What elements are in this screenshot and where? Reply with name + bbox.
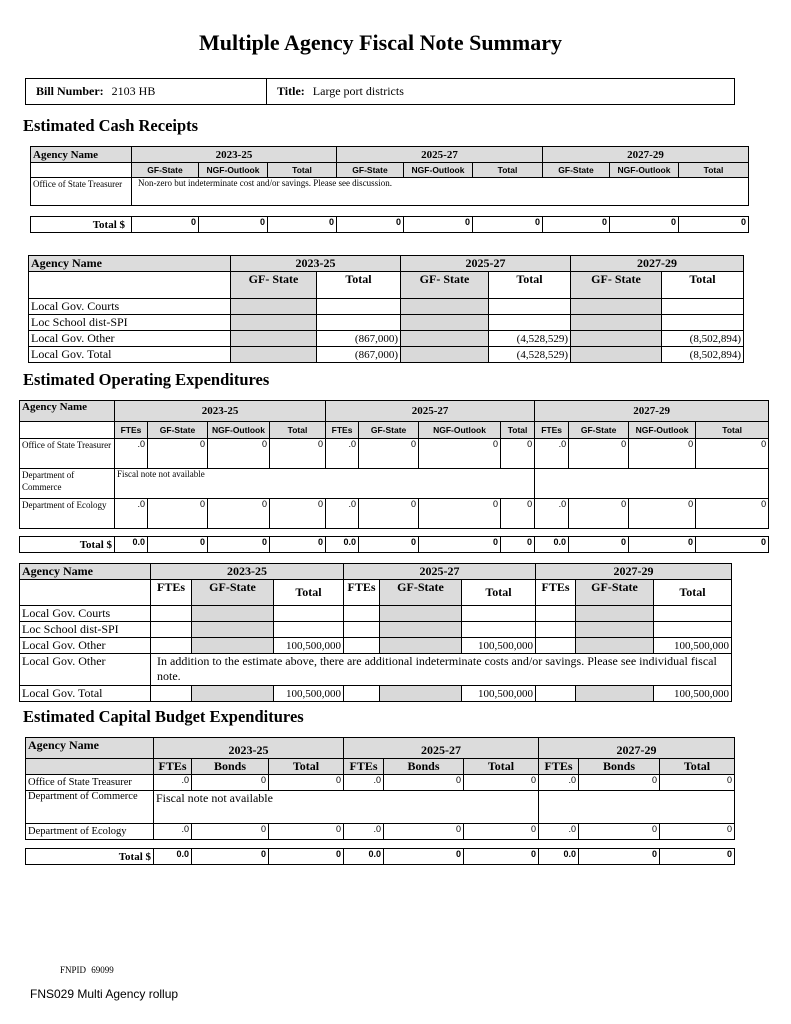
cash-receipts-local-table [28, 255, 744, 363]
col-gf-state: GF-State [359, 422, 419, 439]
agency-name-header: Agency Name [31, 147, 132, 163]
agency-cell: Office of State Treasurer [31, 178, 132, 206]
col-gf-state: GF-State [148, 422, 208, 439]
blank-cell [26, 759, 154, 775]
col-bonds: Bonds [579, 759, 660, 775]
agency-name-header: Agency Name [26, 738, 154, 759]
total-value: 0 [696, 537, 769, 553]
total-value: 0 [473, 217, 543, 233]
agency-cell: Office of State Treasurer [26, 775, 154, 791]
col-total: Total [696, 422, 769, 439]
value-cell: 0 [148, 439, 208, 469]
biennium-header: 2025-27 [337, 147, 543, 163]
total-value: 0 [148, 537, 208, 553]
biennium-header: 2023-25 [151, 564, 344, 580]
bill-title-cell [267, 79, 404, 104]
fnpid [60, 965, 114, 975]
value-cell: 0 [208, 499, 270, 529]
value-cell: 0 [501, 439, 535, 469]
biennium-header: 2025-27 [401, 256, 571, 272]
agency-cell: Loc School dist-SPI [20, 622, 151, 638]
total-value: 0 [610, 217, 679, 233]
biennium-header: 2025-27 [344, 564, 536, 580]
value-cell: 0 [569, 499, 629, 529]
blank-cell [31, 163, 132, 178]
value-cell: (4,528,529) [489, 347, 571, 363]
value-cell: .0 [535, 499, 569, 529]
value-cell: 100,500,000 [274, 638, 344, 654]
capital-total-table [25, 848, 735, 865]
col-total: Total [662, 272, 744, 299]
col-gf-state: GF-State [132, 163, 199, 178]
col-gf-state: GF- State [571, 272, 662, 299]
total-value: 0 [192, 849, 269, 865]
biennium-header: 2027-29 [539, 738, 735, 759]
value-cell: (8,502,894) [662, 331, 744, 347]
value-cell: .0 [115, 499, 148, 529]
total-value: 0 [579, 849, 660, 865]
col-total: Total [660, 759, 735, 775]
total-value: 0 [404, 217, 473, 233]
value-cell: .0 [344, 775, 384, 791]
value-cell: 0 [696, 499, 769, 529]
value-cell: .0 [154, 824, 192, 840]
value-cell: .0 [326, 439, 359, 469]
value-cell: 0 [384, 775, 464, 791]
value-cell: 0 [660, 775, 735, 791]
biennium-header: 2027-29 [543, 147, 749, 163]
row-note: Fiscal note not available [115, 469, 535, 499]
value-cell: .0 [539, 775, 579, 791]
col-ftes: FTEs [151, 580, 192, 606]
agency-cell: Local Gov. Other [29, 331, 231, 347]
total-value: 0.0 [154, 849, 192, 865]
value-cell: 0 [629, 439, 696, 469]
value-cell: .0 [539, 824, 579, 840]
total-value: 0 [269, 849, 344, 865]
agency-cell: Office of State Treasurer [20, 439, 115, 469]
value-cell: 100,500,000 [462, 686, 536, 702]
total-value: 0 [359, 537, 419, 553]
agency-cell: Local Gov. Other [20, 638, 151, 654]
bill-number-label: Bill Number: [36, 84, 104, 98]
bill-number: 2103 HB [111, 84, 156, 98]
col-ftes: FTEs [154, 759, 192, 775]
capital-table [25, 737, 735, 840]
value-cell: (867,000) [317, 331, 401, 347]
form-id: FNS029 Multi Agency rollup [30, 987, 179, 1001]
biennium-header: 2025-27 [344, 738, 539, 759]
value-cell: 100,500,000 [274, 686, 344, 702]
value-cell: 0 [569, 439, 629, 469]
value-cell: 100,500,000 [462, 638, 536, 654]
capital-heading: Estimated Capital Budget Expenditures [23, 707, 304, 726]
agency-cell: Local Gov. Other [20, 654, 151, 686]
value-cell: .0 [535, 439, 569, 469]
biennium-header: 2027-29 [571, 256, 744, 272]
biennium-header: 2027-29 [535, 401, 769, 422]
bill-info-box [25, 78, 735, 105]
blank-cell [29, 272, 231, 299]
agency-cell: Department of Ecology [26, 824, 154, 840]
col-ngf-outlook: NGF-Outlook [419, 422, 501, 439]
col-ftes: FTEs [535, 422, 569, 439]
col-gf-state: GF- State [231, 272, 317, 299]
value-cell: 0 [660, 824, 735, 840]
agency-cell: Local Gov. Courts [29, 299, 231, 315]
operating-total-table [19, 536, 769, 553]
value-cell: 0 [270, 499, 326, 529]
col-gf-state: GF-State [543, 163, 610, 178]
col-ngf-outlook: NGF-Outlook [610, 163, 679, 178]
row-note: Fiscal note not available [154, 791, 539, 824]
total-label: Total $ [31, 217, 132, 233]
value-cell: .0 [115, 439, 148, 469]
total-value: 0 [464, 849, 539, 865]
biennium-header: 2027-29 [536, 564, 732, 580]
agency-name-header: Agency Name [29, 256, 231, 272]
agency-cell: Department of Commerce [20, 469, 115, 499]
col-bonds: Bonds [384, 759, 464, 775]
biennium-header: 2023-25 [154, 738, 344, 759]
bill-title: Large port districts [312, 84, 404, 98]
value-cell: .0 [326, 499, 359, 529]
total-value: 0 [543, 217, 610, 233]
value-cell: 0 [629, 499, 696, 529]
agency-name-header: Agency Name [20, 564, 151, 580]
total-label: Total $ [26, 849, 154, 865]
total-value: 0 [270, 537, 326, 553]
agency-name-header: Agency Name [20, 401, 115, 422]
col-ftes: FTEs [536, 580, 576, 606]
total-value: 0 [384, 849, 464, 865]
total-value: 0 [199, 217, 268, 233]
col-ftes: FTEs [344, 580, 380, 606]
cash-receipts-state-table [30, 146, 749, 206]
total-value: 0.0 [326, 537, 359, 553]
total-value: 0 [569, 537, 629, 553]
fnpid-label: FNPID [60, 965, 87, 975]
cash-receipts-heading: Estimated Cash Receipts [23, 116, 199, 135]
total-label: Total $ [20, 537, 115, 553]
value-cell: 0 [419, 499, 501, 529]
col-total: Total [317, 272, 401, 299]
total-value: 0 [337, 217, 404, 233]
agency-cell: Department of Commerce [26, 791, 154, 824]
agency-cell: Local Gov. Total [20, 686, 151, 702]
value-cell: 0 [208, 439, 270, 469]
operating-state-table [19, 400, 769, 529]
col-total: Total [269, 759, 344, 775]
col-ngf-outlook: NGF-Outlook [404, 163, 473, 178]
col-total: Total [654, 580, 732, 606]
agency-cell: Local Gov. Courts [20, 606, 151, 622]
col-total: Total [679, 163, 749, 178]
value-cell: .0 [154, 775, 192, 791]
value-cell: 0 [579, 824, 660, 840]
row-note: Non-zero but indeterminate cost and/or savings. Please see discussion. [132, 178, 749, 206]
total-value: 0.0 [344, 849, 384, 865]
value-cell: 0 [696, 439, 769, 469]
col-total: Total [473, 163, 543, 178]
value-cell: 100,500,000 [654, 686, 732, 702]
fnpid-value: 69099 [91, 965, 114, 975]
total-value: 0 [679, 217, 749, 233]
col-ftes: FTEs [115, 422, 148, 439]
biennium-header: 2023-25 [231, 256, 401, 272]
operating-local-table [19, 563, 732, 702]
bill-number-cell [26, 79, 267, 104]
total-value: 0 [132, 217, 199, 233]
col-gf-state: GF-State [337, 163, 404, 178]
col-gf-state: GF-State [380, 580, 462, 606]
operating-heading: Estimated Operating Expenditures [23, 370, 270, 389]
col-total: Total [274, 580, 344, 606]
cash-receipts-total-table [30, 216, 749, 233]
total-value: 0 [208, 537, 270, 553]
agency-cell: Department of Ecology [20, 499, 115, 529]
total-value: 0 [629, 537, 696, 553]
value-cell: 0 [359, 499, 419, 529]
total-value: 0.0 [539, 849, 579, 865]
value-cell: 0 [359, 439, 419, 469]
agency-cell: Local Gov. Total [29, 347, 231, 363]
value-cell: .0 [344, 824, 384, 840]
col-gf-state: GF-State [576, 580, 654, 606]
col-gf-state: GF- State [401, 272, 489, 299]
col-gf-state: GF-State [192, 580, 274, 606]
value-cell: 0 [384, 824, 464, 840]
blank-cell [20, 580, 151, 606]
row-note: In addition to the estimate above, there are additional indeterminate costs and/or savings. Please see individual fiscal note. [151, 654, 732, 686]
total-value: 0 [660, 849, 735, 865]
col-total: Total [268, 163, 337, 178]
value-cell: 0 [192, 824, 269, 840]
value-cell: (8,502,894) [662, 347, 744, 363]
value-cell: 0 [464, 775, 539, 791]
value-cell: 0 [419, 439, 501, 469]
value-cell: 0 [192, 775, 269, 791]
biennium-header: 2025-27 [326, 401, 535, 422]
value-cell: 0 [269, 824, 344, 840]
col-total: Total [489, 272, 571, 299]
biennium-header: 2023-25 [115, 401, 326, 422]
bill-title-label: Title: [277, 84, 305, 98]
value-cell: 0 [270, 439, 326, 469]
col-bonds: Bonds [192, 759, 269, 775]
total-value: 0 [419, 537, 501, 553]
col-total: Total [501, 422, 535, 439]
col-total: Total [270, 422, 326, 439]
blank-cell [20, 422, 115, 439]
col-ftes: FTEs [539, 759, 579, 775]
value-cell: 0 [501, 499, 535, 529]
col-total: Total [464, 759, 539, 775]
page-title: Multiple Agency Fiscal Note Summary [199, 30, 562, 55]
value-cell: (4,528,529) [489, 331, 571, 347]
total-value: 0.0 [115, 537, 148, 553]
col-ngf-outlook: NGF-Outlook [208, 422, 270, 439]
col-gf-state: GF-State [569, 422, 629, 439]
value-cell: 0 [579, 775, 660, 791]
col-ftes: FTEs [326, 422, 359, 439]
total-value: 0.0 [535, 537, 569, 553]
value-cell: 100,500,000 [654, 638, 732, 654]
total-value: 0 [268, 217, 337, 233]
col-total: Total [462, 580, 536, 606]
value-cell: (867,000) [317, 347, 401, 363]
total-value: 0 [501, 537, 535, 553]
agency-cell: Loc School dist-SPI [29, 315, 231, 331]
value-cell: 0 [148, 499, 208, 529]
biennium-header: 2023-25 [132, 147, 337, 163]
col-ngf-outlook: NGF-Outlook [629, 422, 696, 439]
value-cell: 0 [269, 775, 344, 791]
value-cell: 0 [464, 824, 539, 840]
col-ftes: FTEs [344, 759, 384, 775]
col-ngf-outlook: NGF-Outlook [199, 163, 268, 178]
